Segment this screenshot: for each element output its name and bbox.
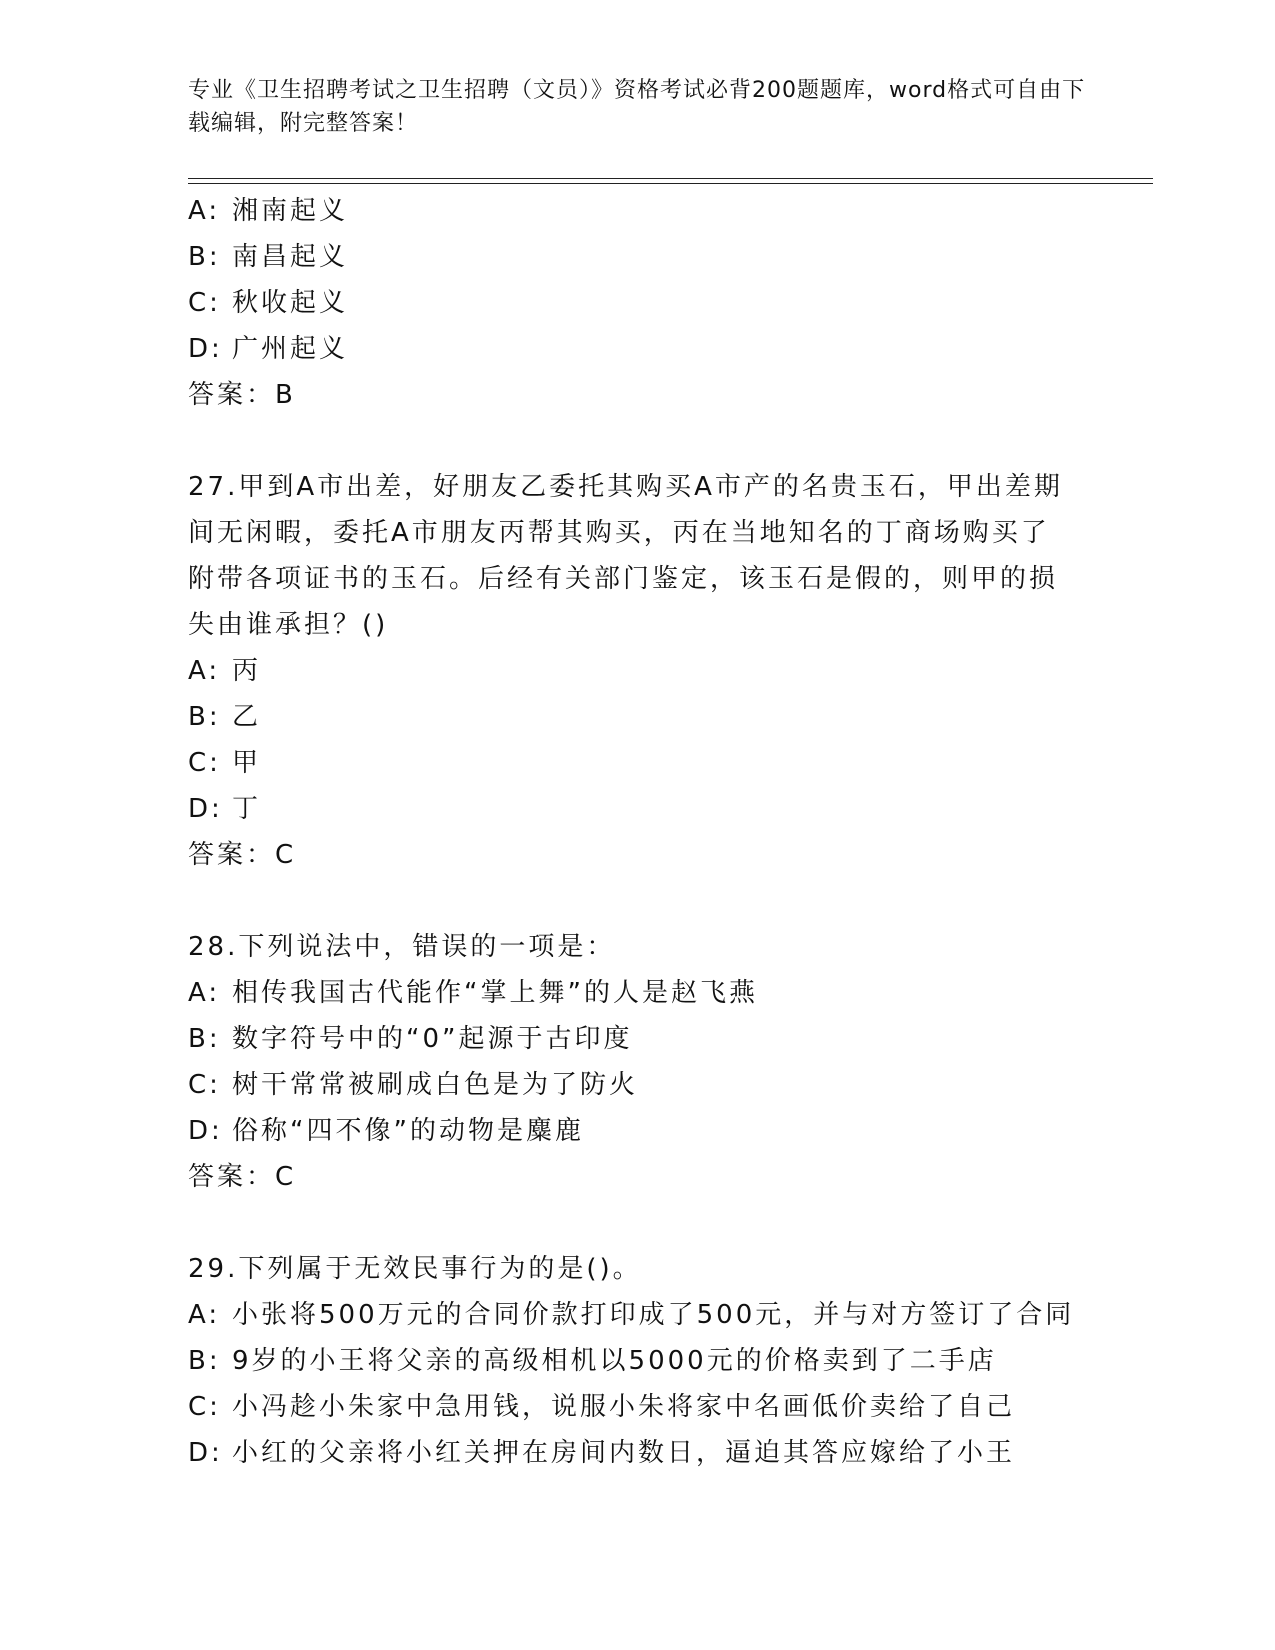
option-c	[188, 280, 1188, 326]
question-stem: 27.甲到A市出差，好朋友乙委托其购买A市产的名贵玉石，甲出差期间无闲暇，委托A市朋友丙帮其购买，丙在当地知名的丁商场购买了附带各项证书的玉石。后经有关部门鉴定，该玉石是假的，则甲的损失由谁承担？()	[188, 472, 1063, 640]
option-letter: B:	[188, 702, 221, 732]
question-26-tail	[188, 188, 1188, 418]
answer-line: 答案：C	[188, 1162, 297, 1192]
question-27	[188, 464, 1188, 878]
option-d	[188, 786, 1188, 832]
option-text: 相传我国古代能作“掌上舞”的人是赵飞燕	[232, 978, 758, 1008]
option-letter: A:	[188, 1300, 221, 1330]
option-a	[188, 970, 1188, 1016]
document-header	[188, 74, 1088, 140]
option-text: 乙	[232, 702, 262, 732]
answer-line: 答案：B	[188, 380, 296, 410]
option-text: 秋收起义	[232, 288, 349, 318]
option-text: 甲	[232, 748, 262, 778]
option-text: 丁	[232, 794, 262, 824]
option-text: 广州起义	[232, 334, 349, 364]
option-a	[188, 188, 1188, 234]
option-d	[188, 326, 1188, 372]
option-a	[188, 648, 1188, 694]
option-letter: D:	[188, 1438, 223, 1468]
option-d	[188, 1108, 1188, 1154]
option-letter: B:	[188, 1346, 221, 1376]
option-c	[188, 1062, 1188, 1108]
option-letter: B:	[188, 242, 221, 272]
option-text: 树干常常被刷成白色是为了防火	[232, 1070, 639, 1100]
option-b	[188, 1016, 1188, 1062]
option-text: 俗称“四不像”的动物是麋鹿	[232, 1116, 584, 1146]
option-d	[188, 1430, 1188, 1476]
option-text: 丙	[232, 656, 262, 686]
header-divider-double	[188, 183, 1153, 184]
answer-line: 答案：C	[188, 840, 297, 870]
option-letter: D:	[188, 334, 223, 364]
option-a	[188, 1292, 1188, 1338]
option-b	[188, 1338, 1188, 1384]
option-text: 南昌起义	[232, 242, 349, 272]
option-text: 9岁的小王将父亲的高级相机以5000元的价格卖到了二手店	[232, 1346, 997, 1376]
option-letter: C:	[188, 288, 221, 318]
option-text: 小红的父亲将小红关押在房间内数日，逼迫其答应嫁给了小王	[232, 1438, 1016, 1468]
option-letter: B:	[188, 1024, 221, 1054]
option-b	[188, 234, 1188, 280]
question-stem: 29.下列属于无效民事行为的是()。	[188, 1254, 642, 1284]
option-letter: C:	[188, 748, 221, 778]
option-text: 数字符号中的“0”起源于古印度	[232, 1024, 633, 1054]
header-divider	[188, 178, 1153, 179]
document-body	[188, 188, 1188, 1476]
option-letter: C:	[188, 1070, 221, 1100]
question-29	[188, 1246, 1188, 1476]
option-c	[188, 740, 1188, 786]
option-letter: A:	[188, 656, 221, 686]
question-stem: 28.下列说法中，错误的一项是：	[188, 932, 616, 962]
option-letter: A:	[188, 978, 221, 1008]
header-title: 专业《卫生招聘考试之卫生招聘（文员）》资格考试必背200题题库，word格式可自由下载编辑，附完整答案！	[188, 78, 1086, 136]
option-letter: D:	[188, 794, 223, 824]
option-b	[188, 694, 1188, 740]
option-c	[188, 1384, 1188, 1430]
option-letter: D:	[188, 1116, 223, 1146]
option-text: 小张将500万元的合同价款打印成了500元，并与对方签订了合同	[232, 1300, 1075, 1330]
option-text: 湘南起义	[232, 196, 349, 226]
question-28	[188, 924, 1188, 1200]
option-letter: C:	[188, 1392, 221, 1422]
option-text: 小冯趁小朱家中急用钱，说服小朱将家中名画低价卖给了自己	[232, 1392, 1016, 1422]
option-letter: A:	[188, 196, 221, 226]
